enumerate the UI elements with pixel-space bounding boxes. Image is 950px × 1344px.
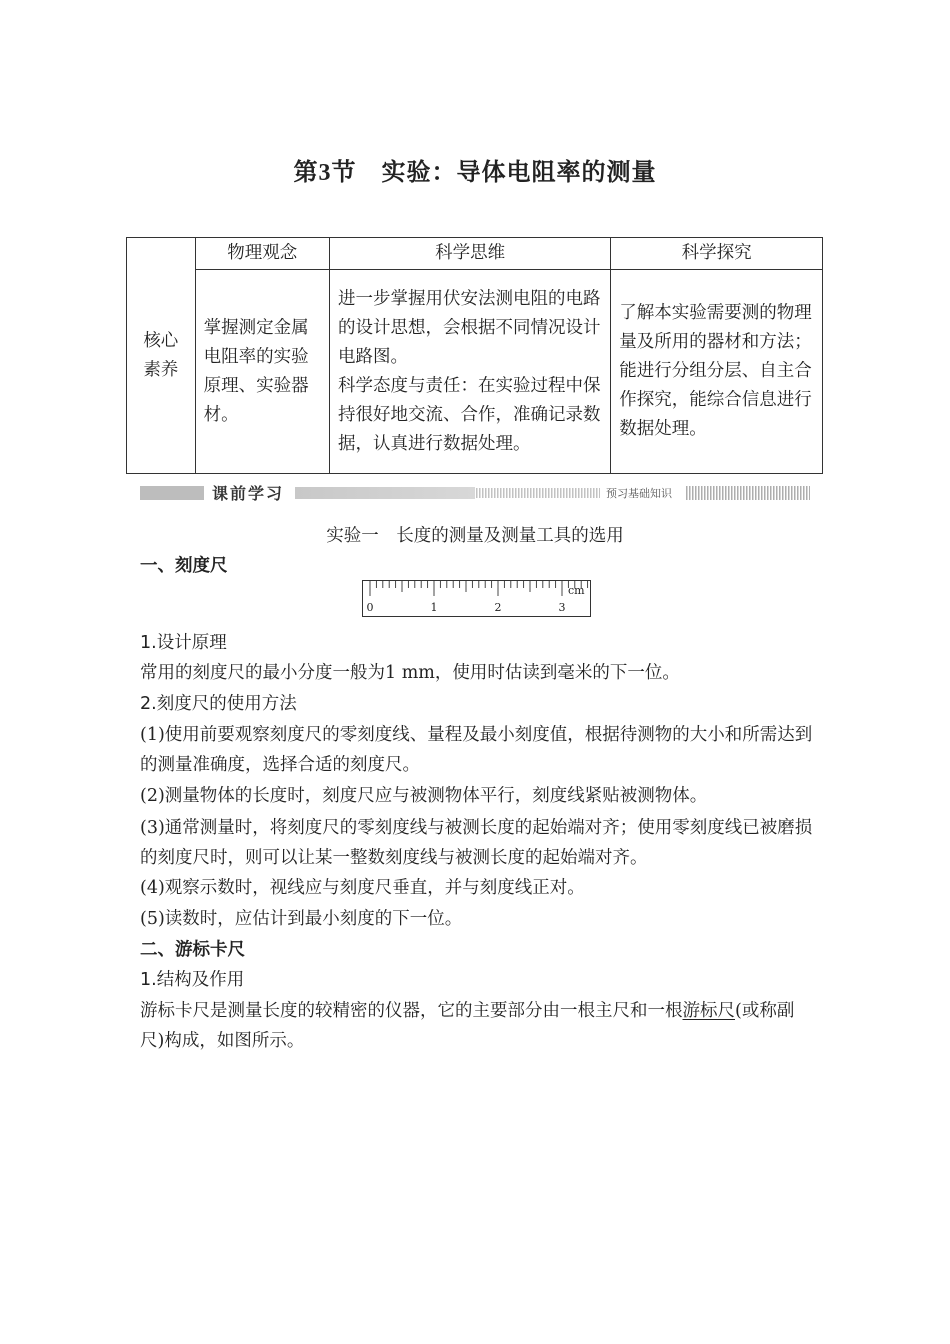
structure-text-a: 游标卡尺是测量长度的较精密的仪器，它的主要部分由一根主尺和一根 [140, 1001, 683, 1021]
section-vernier-heading: 二、游标卡尺 [140, 940, 245, 960]
structure-text-b: (或称副尺)构成，如图所示。 [140, 1001, 795, 1051]
core-label-line1: 核心 [143, 330, 179, 351]
cell-physics-concept: 掌握测定金属电阻率的实验原理、实验器材。 [195, 270, 329, 474]
usage-item-2: (2)测量物体的长度时，刻度尺应与被测物体平行，刻度线紧贴被测物体。 [140, 786, 708, 806]
header-scientific-inquiry: 科学探究 [611, 238, 823, 270]
subsection-ruler-usage: 2.刻度尺的使用方法 [140, 694, 297, 714]
core-literacy-label [127, 238, 196, 474]
structure-text [140, 996, 815, 1056]
page-title [0, 152, 950, 187]
section-ruler-heading: 一、刻度尺 [140, 556, 228, 576]
header-scientific-thinking: 科学思维 [329, 238, 610, 270]
subsection-structure: 1.结构及作用 [140, 970, 245, 990]
usage-item-5: (5)读数时，应估计到最小刻度的下一位。 [140, 909, 463, 929]
ruler-label-1: 1 [430, 601, 438, 614]
banner-label: 课前学习 [212, 484, 285, 503]
ruler-unit: cm [568, 584, 585, 597]
cell-scientific-thinking: 进一步掌握用伏安法测电阻的电路的设计思想，会根据不同情况设计电路图。 科学态度与责任：在实验过程中保持很好地交流、合作，准确记录数据，认真进行数据处理。 [329, 270, 610, 474]
subsection-design-principle: 1.设计原理 [140, 633, 227, 653]
ruler-illustration [362, 580, 592, 618]
experiment-title: 实验一 长度的测量及测量工具的选用 [326, 526, 624, 546]
design-principle-text: 常用的刻度尺的最小分度一般为1 mm，使用时估读到毫米的下一位。 [140, 663, 680, 683]
structure-text-underlined: 游标尺 [682, 1001, 735, 1021]
cell-scientific-inquiry: 了解本实验需要测的物理量及所用的器材和方法；能进行分组分层、自主合作探究，能综合信息进行数据处理。 [611, 270, 823, 474]
title-suffix: 节 实验：导体电阻率的测量 [331, 157, 657, 186]
title-prefix: 第 [293, 157, 319, 186]
core-literacy-table [126, 237, 823, 474]
core-label-line2: 素养 [143, 359, 179, 380]
header-physics-concept: 物理观念 [195, 238, 329, 270]
usage-item-1: (1)使用前要观察刻度尺的零刻度线、量程及最小刻度值，根据待测物的大小和所需达到的测量准确度，选择合适的刻度尺。 [140, 725, 813, 775]
ruler-label-0: 0 [366, 601, 374, 614]
usage-item-4: (4)观察示数时，视线应与刻度尺垂直，并与刻度线正对。 [140, 878, 585, 898]
title-number: 3 [318, 160, 332, 186]
ruler-label-3: 3 [558, 601, 566, 614]
section-banner [140, 483, 810, 503]
ruler-body [363, 581, 591, 617]
banner-right-text: 预习基础知识 [606, 487, 672, 500]
usage-item-3: (3)通常测量时，将刻度尺的零刻度线与被测长度的起始端对齐；使用零刻度线已被磨损的刻度尺时，则可以让某一整数刻度线与被测长度的起始端对齐。 [140, 818, 813, 868]
ruler-label-2: 2 [494, 601, 502, 614]
